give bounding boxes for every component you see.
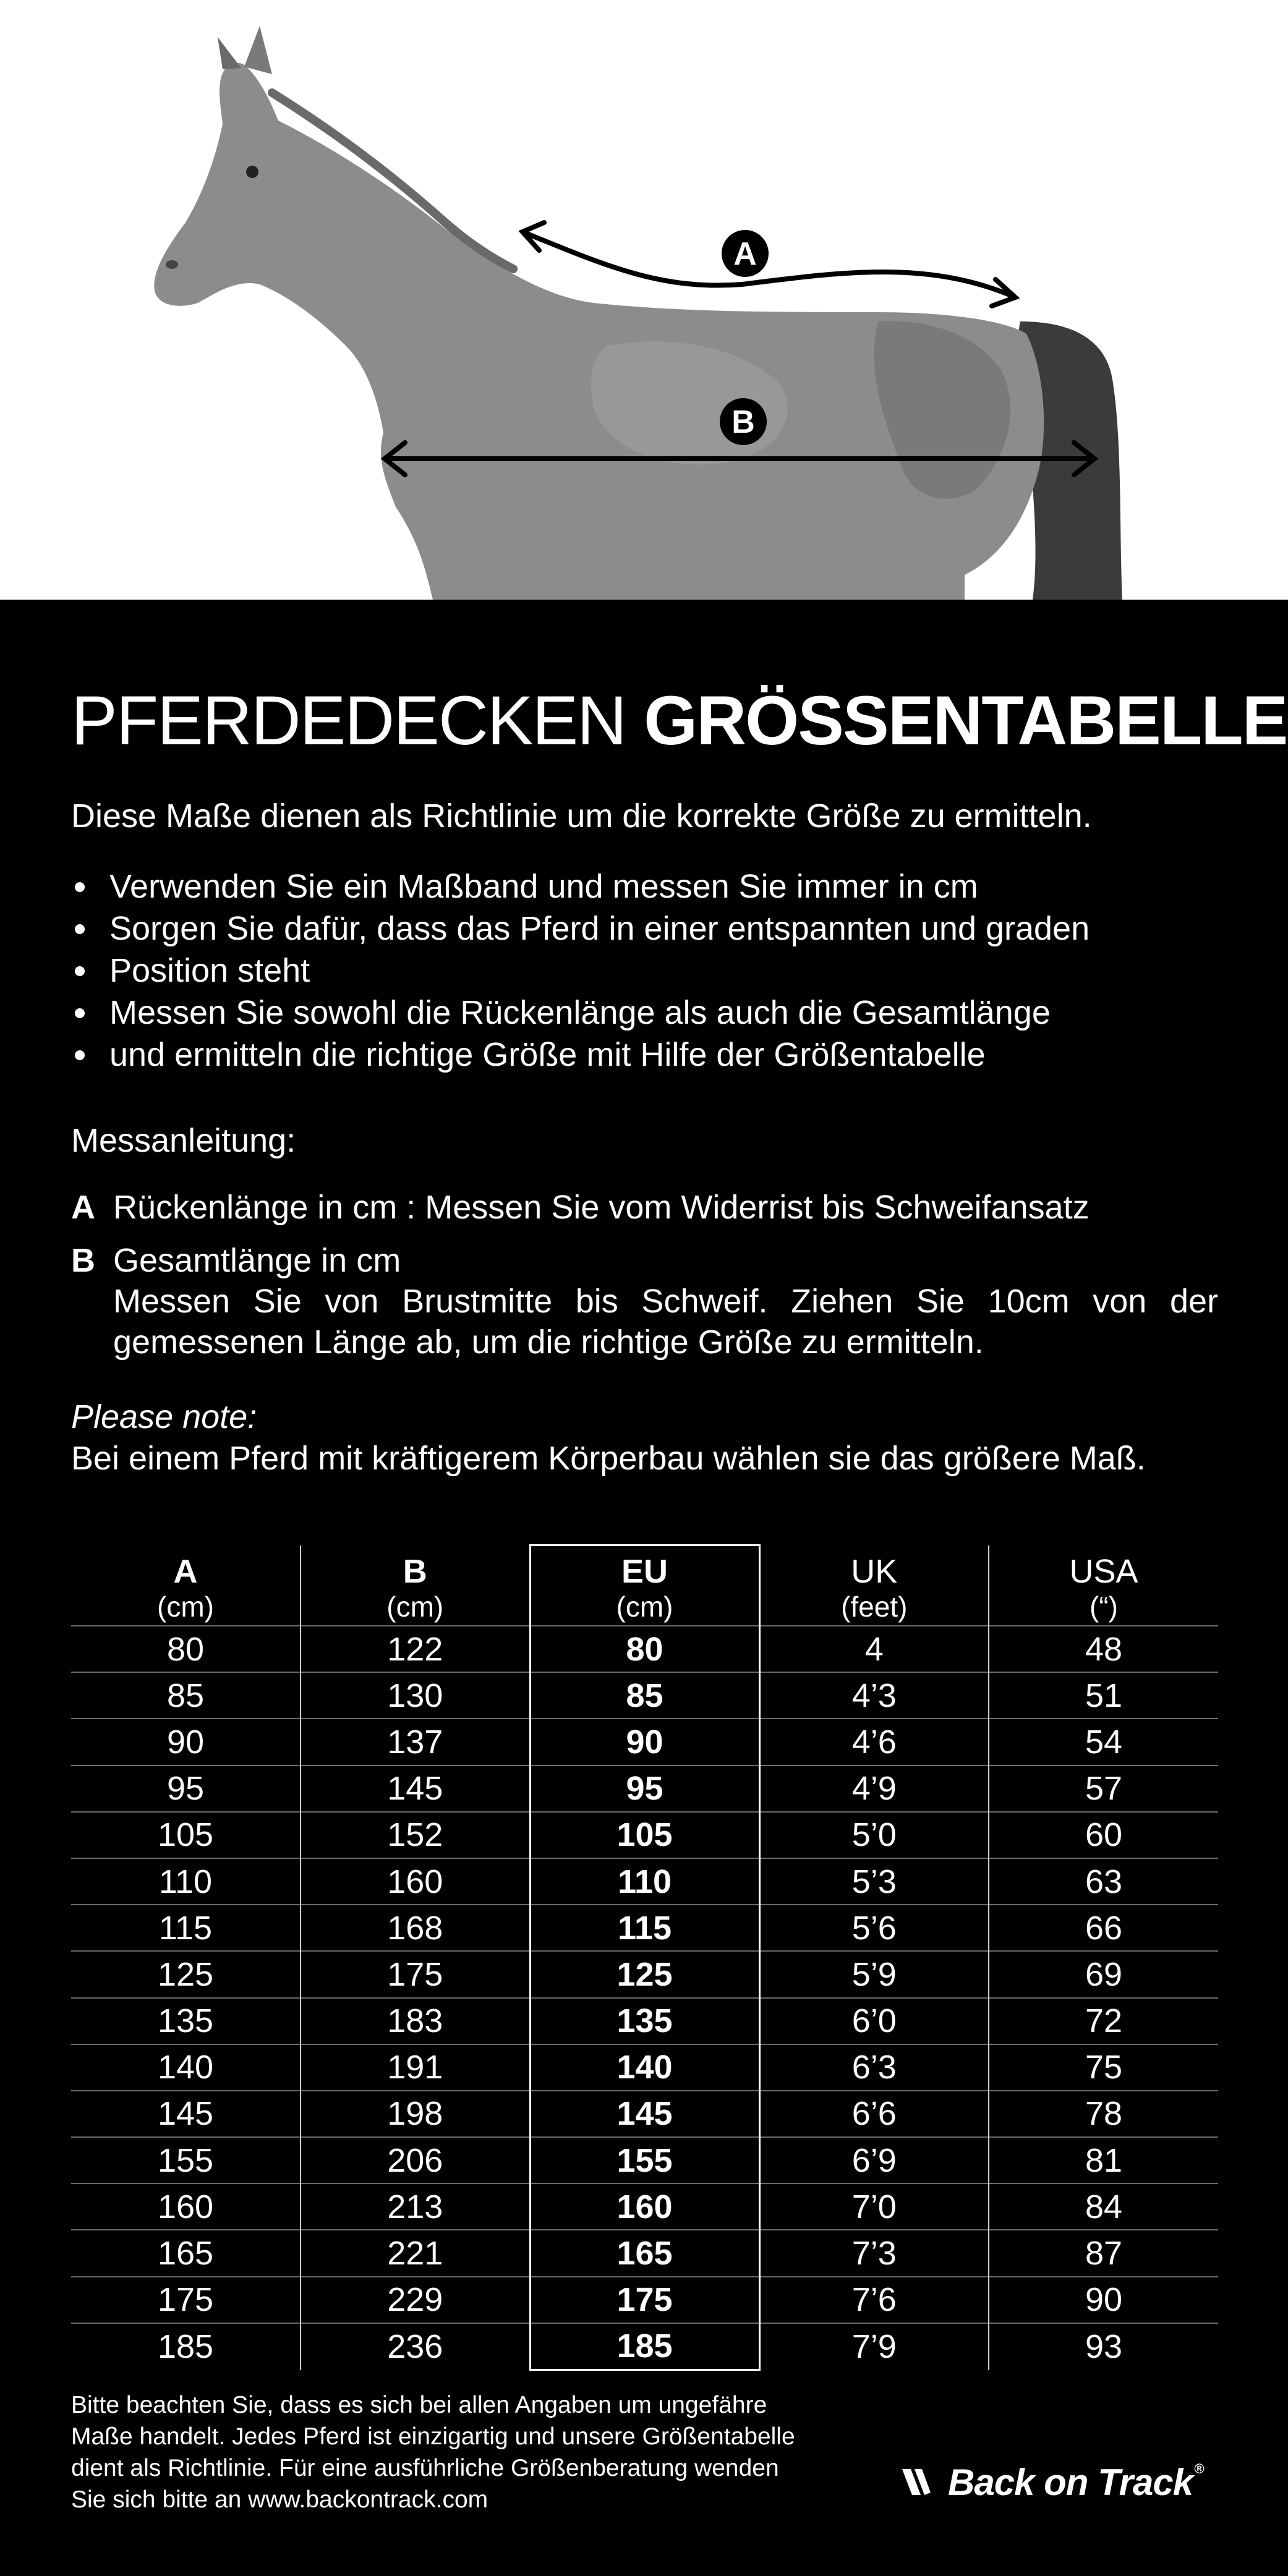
cell-a: 140 — [71, 2044, 301, 2091]
registered-mark: ® — [1194, 2460, 1204, 2476]
horse-nostril — [166, 260, 178, 269]
cell-a: 145 — [71, 2091, 301, 2137]
cell-uk: 6’9 — [759, 2137, 989, 2183]
cell-b: 206 — [301, 2137, 530, 2183]
cell-uk: 7’9 — [759, 2323, 989, 2370]
cell-eu: 185 — [530, 2323, 759, 2370]
cell-uk: 5’0 — [759, 1812, 989, 1858]
instruction-b-line-2: Messen Sie von Brustmitte bis Schweif. Ziehen Sie 10cm von der — [113, 1283, 1218, 1320]
instruction-b-letter: B — [71, 1242, 95, 1279]
cell-uk: 4 — [759, 1626, 989, 1672]
instruction-a-text: Rückenlänge in cm : Messen Sie vom Widerrist bis Schweifansatz — [113, 1189, 1090, 1226]
cell-eu: 80 — [530, 1626, 759, 1672]
instruction-a-letter: A — [71, 1189, 95, 1226]
cell-b: 221 — [301, 2230, 530, 2276]
cell-a: 105 — [71, 1812, 301, 1858]
cell-usa: 75 — [989, 2044, 1218, 2091]
table-row — [71, 2183, 1218, 2230]
instructions-heading: Messanleitung: — [71, 1122, 296, 1159]
cell-eu: 160 — [530, 2183, 759, 2230]
column-unit-usa: (“) — [1090, 1591, 1118, 1623]
brand-name-text: Back on Track — [948, 2461, 1193, 2503]
table-row — [71, 1719, 1218, 1765]
footnote-line: Maße handelt. Jedes Pferd ist einzigartig und unsere Größentabelle — [71, 2423, 795, 2450]
table-row — [71, 1672, 1218, 1719]
size-table-body — [71, 1626, 1218, 2370]
cell-uk: 6’6 — [759, 2091, 989, 2137]
cell-a: 80 — [71, 1626, 301, 1672]
instruction-bullets — [71, 865, 1090, 1076]
table-row — [71, 2091, 1218, 2137]
horse-ear-back — [244, 26, 272, 74]
cell-usa: 60 — [989, 1812, 1218, 1858]
instruction-b-line-1: Gesamtlänge in cm — [113, 1242, 401, 1279]
cell-usa: 81 — [989, 2137, 1218, 2183]
brand-logo — [900, 2460, 1227, 2504]
title-light: PFERDEDECKEN — [71, 682, 626, 759]
cell-b: 213 — [301, 2183, 530, 2230]
cell-usa: 48 — [989, 1626, 1218, 1672]
cell-b: 175 — [301, 1951, 530, 1997]
column-header-uk: UK — [759, 1545, 989, 1589]
cell-eu: 135 — [530, 1998, 759, 2044]
horse-illustration — [0, 0, 1288, 600]
bullet-item: Verwenden Sie ein Maßband und messen Sie immer in cm — [71, 865, 1090, 908]
instruction-b — [71, 1240, 1218, 1362]
cell-b: 130 — [301, 1672, 530, 1719]
size-table — [71, 1544, 1218, 2371]
cell-eu: 175 — [530, 2277, 759, 2323]
cell-eu: 110 — [530, 1858, 759, 1905]
table-row — [71, 2323, 1218, 2370]
cell-b: 152 — [301, 1812, 530, 1858]
table-row — [71, 1951, 1218, 1997]
size-guide-panel — [0, 600, 1288, 2576]
table-row — [71, 1812, 1218, 1858]
cell-a: 175 — [71, 2277, 301, 2323]
note-text: Bei einem Pferd mit kräftigerem Körperbau wählen sie das größere Maß. — [71, 1440, 1146, 1477]
footnote — [71, 2389, 795, 2515]
cell-usa: 90 — [989, 2277, 1218, 2323]
cell-b: 137 — [301, 1719, 530, 1765]
cell-uk: 4’6 — [759, 1719, 989, 1765]
bullet-item: Messen Sie sowohl die Rückenlänge als auch die Gesamtlänge — [71, 992, 1090, 1034]
cell-b: 122 — [301, 1626, 530, 1672]
cell-b: 236 — [301, 2323, 530, 2370]
cell-usa: 69 — [989, 1951, 1218, 1997]
table-row — [71, 2137, 1218, 2183]
cell-eu: 85 — [530, 1672, 759, 1719]
marker-a-label: A — [733, 236, 757, 272]
table-row — [71, 2044, 1218, 2091]
cell-a: 155 — [71, 2137, 301, 2183]
cell-usa: 57 — [989, 1766, 1218, 1812]
cell-eu: 95 — [530, 1766, 759, 1812]
cell-uk: 5’3 — [759, 1858, 989, 1905]
cell-a: 95 — [71, 1766, 301, 1812]
cell-eu: 125 — [530, 1951, 759, 1997]
table-row — [71, 2230, 1218, 2276]
cell-uk: 5’9 — [759, 1951, 989, 1997]
cell-usa: 51 — [989, 1672, 1218, 1719]
footnote-line: dient als Richtlinie. Für eine ausführliche Größenberatung wenden — [71, 2455, 779, 2481]
size-table-grid — [71, 1544, 1218, 2371]
table-row — [71, 1766, 1218, 1812]
cell-eu: 145 — [530, 2091, 759, 2137]
cell-uk: 4’9 — [759, 1766, 989, 1812]
cell-b: 229 — [301, 2277, 530, 2323]
cell-uk: 6’0 — [759, 1998, 989, 2044]
note-label: Please note: — [71, 1398, 257, 1435]
cell-uk: 6’3 — [759, 2044, 989, 2091]
cell-b: 191 — [301, 2044, 530, 2091]
cell-usa: 66 — [989, 1905, 1218, 1951]
cell-a: 110 — [71, 1858, 301, 1905]
horse-eye — [246, 166, 258, 178]
cell-a: 115 — [71, 1905, 301, 1951]
cell-b: 183 — [301, 1998, 530, 2044]
cell-b: 168 — [301, 1905, 530, 1951]
column-unit-eu: (cm) — [530, 1588, 759, 1626]
track-mark-icon — [900, 2465, 939, 2499]
cell-uk: 7’6 — [759, 2277, 989, 2323]
cell-a: 85 — [71, 1672, 301, 1719]
intro-text: Diese Maße dienen als Richtlinie um die korrekte Größe zu ermitteln. — [71, 797, 1092, 835]
page-title — [71, 682, 1287, 759]
cell-uk: 7’0 — [759, 2183, 989, 2230]
table-row — [71, 1905, 1218, 1951]
bullet-item: Sorgen Sie dafür, dass das Pferd in einer entspannten und graden — [71, 908, 1090, 950]
cell-usa: 78 — [989, 2091, 1218, 2137]
column-header-eu: EU — [530, 1545, 759, 1589]
column-unit-uk: (feet) — [759, 1588, 989, 1626]
cell-uk: 7’3 — [759, 2230, 989, 2276]
cell-b: 198 — [301, 2091, 530, 2137]
cell-b: 160 — [301, 1858, 530, 1905]
table-row — [71, 1858, 1218, 1905]
cell-usa: 72 — [989, 1998, 1218, 2044]
instruction-a — [71, 1187, 1218, 1228]
cell-usa: 63 — [989, 1858, 1218, 1905]
footnote-line: Bitte beachten Sie, dass es sich bei allen Angaben um ungefähre — [71, 2392, 767, 2418]
instruction-b-line-3: gemessenen Länge ab, um die richtige Größe zu ermitteln. — [113, 1324, 984, 1361]
cell-usa: 84 — [989, 2183, 1218, 2230]
cell-a: 185 — [71, 2323, 301, 2370]
horse-measurement-diagram — [0, 0, 1288, 600]
bullet-item: Position steht — [71, 950, 1090, 992]
cell-b: 145 — [301, 1766, 530, 1812]
table-row — [71, 1626, 1218, 1672]
cell-a: 90 — [71, 1719, 301, 1765]
cell-uk: 4’3 — [759, 1672, 989, 1719]
bullet-item: und ermitteln die richtige Größe mit Hilfe der Größentabelle — [71, 1034, 1090, 1076]
column-unit-a: (cm) — [71, 1588, 301, 1626]
cell-a: 160 — [71, 2183, 301, 2230]
brand-name — [948, 2461, 1203, 2504]
column-header-a: A — [71, 1545, 301, 1589]
table-row — [71, 2277, 1218, 2323]
column-header-usa: USA — [1069, 1553, 1138, 1590]
cell-usa: 87 — [989, 2230, 1218, 2276]
cell-eu: 115 — [530, 1905, 759, 1951]
table-row — [71, 1998, 1218, 2044]
cell-a: 125 — [71, 1951, 301, 1997]
horse-ear — [218, 37, 241, 69]
marker-b-label: B — [731, 404, 755, 440]
cell-a: 135 — [71, 1998, 301, 2044]
cell-eu: 165 — [530, 2230, 759, 2276]
column-header-b: B — [403, 1553, 427, 1590]
cell-uk: 5’6 — [759, 1905, 989, 1951]
cell-eu: 105 — [530, 1812, 759, 1858]
cell-usa: 93 — [989, 2323, 1218, 2370]
footnote-line: Sie sich bitte an www.backontrack.com — [71, 2486, 488, 2513]
cell-usa: 54 — [989, 1719, 1218, 1765]
cell-eu: 155 — [530, 2137, 759, 2183]
cell-eu: 90 — [530, 1719, 759, 1765]
title-bold: GRÖSSENTABELLE — [644, 682, 1287, 759]
column-unit-b: (cm) — [386, 1591, 444, 1623]
arrow-a — [522, 232, 1014, 297]
cell-a: 165 — [71, 2230, 301, 2276]
cell-eu: 140 — [530, 2044, 759, 2091]
